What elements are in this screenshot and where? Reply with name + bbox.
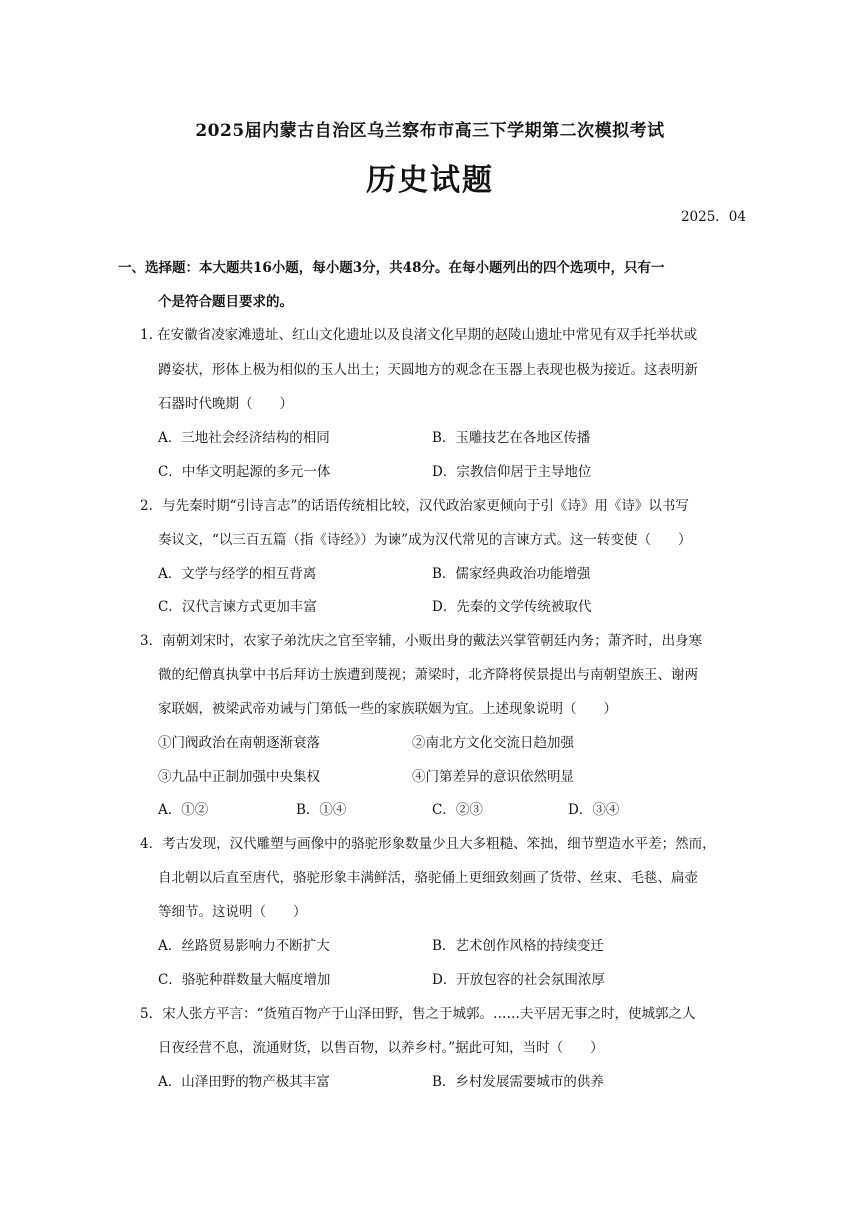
question-2-line2: 奏议文，“以三百五篇（指《诗经》）为谏”成为汉代常见的言谏方式。这一转变使（ ）: [158, 532, 692, 548]
question-4-line1: 4．考古发现，汉代雕塑与画像中的骆驼形象数量少且大多粗糙、笨拙，细节塑造水平差；然而，: [140, 836, 716, 852]
question-1-option-b: B．玉雕技艺在各地区传播: [432, 430, 591, 446]
exam-date: 2025．04: [680, 209, 746, 225]
question-2-line1: 2．与先秦时期“引诗言志”的话语传统相比较，汉代政治家更倾向于引《诗》用《诗》以书写: [140, 498, 689, 514]
question-3-option-a: A．①②: [158, 802, 209, 818]
question-5-option-a: A．山泽田野的物产极其丰富: [158, 1074, 330, 1090]
question-4-option-c: C．骆驼种群数量大幅度增加: [158, 972, 331, 988]
question-1-option-d: D．宗教信仰居于主导地位: [432, 464, 592, 480]
question-3-line2: 微的纪僧真执掌中书后拜访士族遭到蔑视；萧梁时，北齐降将侯景提出与南朝望族王、谢两: [158, 667, 698, 683]
question-2-option-b: B．儒家经典政治功能增强: [432, 566, 591, 582]
question-1-line1: 1. 在安徽省凌家滩遗址、红山文化遗址以及良渚文化早期的赵陵山遗址中常见有双手托举状或: [140, 327, 698, 343]
question-3-option-b: B．①④: [296, 802, 347, 818]
question-3-statement-4: ④门第差异的意识依然明显: [412, 769, 574, 785]
question-2-option-d: D．先秦的文学传统被取代: [432, 599, 592, 615]
section-heading-line1: 一、选择题：本大题共16小题，每小题3分，共48分。在每小题列出的四个选项中，只有一: [118, 260, 665, 276]
question-3-line3: 家联姻，被梁武帝劝诫与门第低一些的家族联姻为宜。上述现象说明（ ）: [158, 701, 617, 717]
question-5-line2: 日夜经营不息，流通财货，以售百物，以养乡村。”据此可知，当时（ ）: [158, 1040, 604, 1056]
section-heading-line2: 个是符合题目要求的。: [158, 294, 293, 310]
question-1-line2: 蹲姿状，形体上极为相似的玉人出土；天圆地方的观念在玉器上表现也极为接近。这表明新: [158, 362, 698, 378]
question-4-option-b: B．艺术创作风格的持续变迁: [432, 938, 604, 954]
question-4-line3: 等细节。这说明（ ）: [158, 904, 307, 920]
question-1-option-a: A．三地社会经济结构的相同: [158, 430, 330, 446]
question-3-option-d: D．③④: [568, 802, 620, 818]
exam-title: 2025届内蒙古自治区乌兰察布市高三下学期第二次模拟考试: [195, 121, 665, 141]
question-2-option-a: A．文学与经学的相互背离: [158, 566, 317, 582]
question-4-option-a: A．丝路贸易影响力不断扩大: [158, 938, 330, 954]
question-5-line1: 5．宋人张方平言：“货殖百物产于山泽田野，售之于城郭。……夫平居无事之时，使城郭之人: [140, 1006, 696, 1022]
question-5-option-b: B．乡村发展需要城市的供养: [432, 1074, 604, 1090]
question-3-statement-2: ②南北方文化交流日趋加强: [412, 735, 574, 751]
subject-title: 历史试题: [366, 163, 494, 198]
question-2-option-c: C．汉代言谏方式更加丰富: [158, 599, 317, 615]
question-3-option-c: C．②③: [432, 802, 483, 818]
question-4-line2: 自北朝以后直至唐代，骆驼形象丰满鲜活，骆驼俑上更细致刻画了货带、丝束、毛毯、扁壶: [158, 870, 698, 886]
question-1-line3: 石器时代晚期（ ）: [158, 396, 293, 412]
question-4-option-d: D．开放包容的社会氛围浓厚: [432, 972, 605, 988]
question-3-statement-1: ①门阀政治在南朝逐渐衰落: [158, 735, 320, 751]
question-3-line1: 3．南朝刘宋时，农家子弟沈庆之官至宰辅，小贩出身的戴法兴掌管朝廷内务；萧齐时，出身寒: [140, 633, 703, 649]
question-3-statement-3: ③九品中正制加强中央集权: [158, 769, 320, 785]
question-1-option-c: C．中华文明起源的多元一体: [158, 464, 331, 480]
